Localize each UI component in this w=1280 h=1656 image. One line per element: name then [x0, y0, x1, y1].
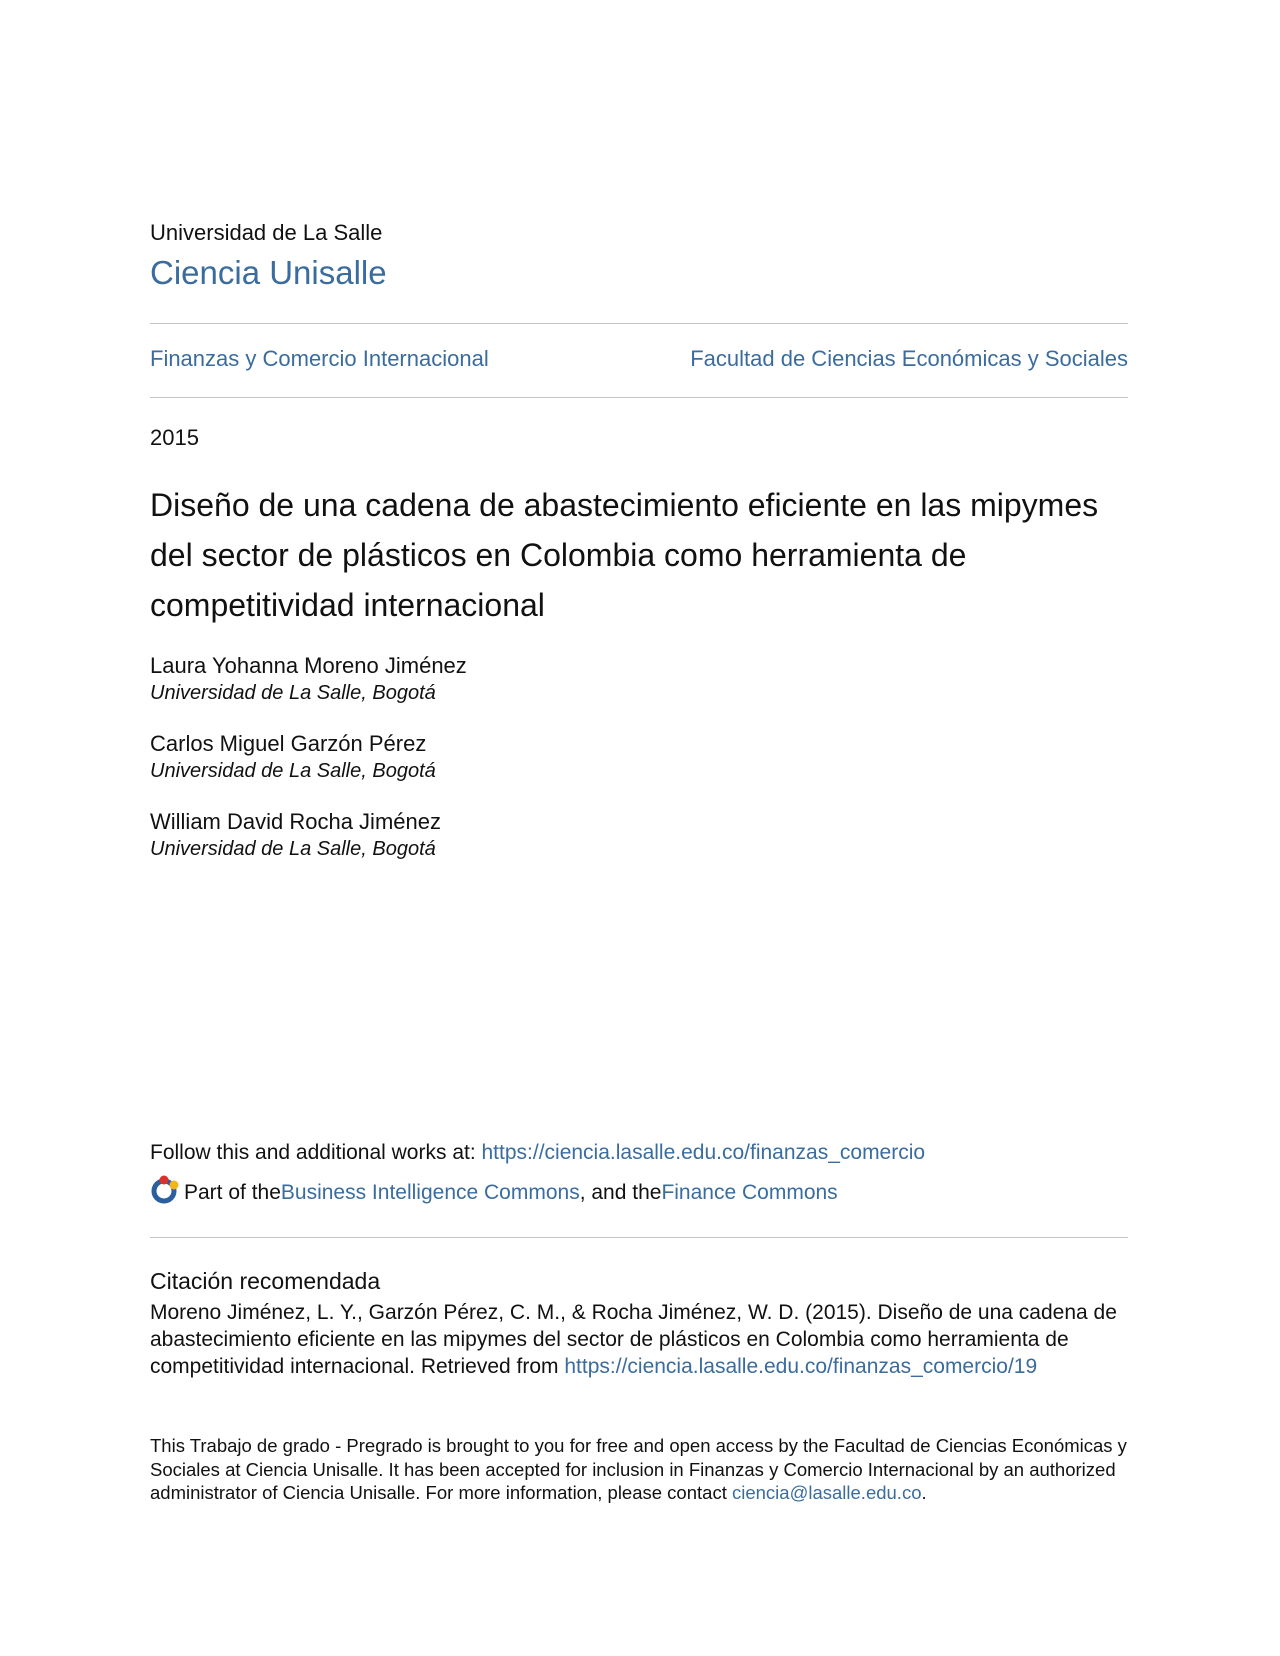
- notice-suffix: .: [921, 1482, 927, 1503]
- citation-url-link[interactable]: https://ciencia.lasalle.edu.co/finanzas_comercio/19: [564, 1355, 1038, 1378]
- author-entry: [150, 652, 1128, 730]
- author-list: [150, 652, 1128, 886]
- cover-page: [150, 0, 1128, 1656]
- access-notice: [150, 1434, 1128, 1505]
- citation-heading: Citación recomendada: [150, 1268, 381, 1294]
- author-name: Carlos Miguel Garzón Pérez: [150, 731, 427, 756]
- institution-name: Universidad de La Salle: [150, 220, 383, 245]
- author-name: William David Rocha Jiménez: [150, 809, 441, 834]
- business-intelligence-commons-link[interactable]: Business Intelligence Commons: [280, 1181, 580, 1204]
- publication-year: 2015: [150, 425, 199, 450]
- citation-text: [150, 1299, 1128, 1380]
- author-entry: [150, 808, 1128, 886]
- author-entry: [150, 730, 1128, 808]
- document-title: Diseño de una cadena de abastecimiento eficiente en las mipymes del sector de plásticos en Colombia como herramienta de competitividad internacional: [150, 487, 1099, 623]
- author-affiliation: Universidad de La Salle, Bogotá: [150, 838, 436, 860]
- follow-url-link[interactable]: https://ciencia.lasalle.edu.co/finanzas_comercio: [481, 1141, 926, 1164]
- finance-commons-link[interactable]: Finance Commons: [661, 1181, 838, 1204]
- citation-body-text: Moreno Jiménez, L. Y., Garzón Pérez, C. M., & Rocha Jiménez, W. D. (2015). Diseño de una cadena de abastecimiento eficiente en las mipymes del sector de plásticos en Colombia como herramienta de competitividad internacional. Retrieved from: [150, 1301, 1117, 1378]
- divider-bottom: [150, 1237, 1128, 1238]
- network-icon: [150, 1174, 180, 1204]
- divider-middle: [150, 397, 1128, 398]
- faculty-link[interactable]: Facultad de Ciencias Económicas y Sociales: [690, 346, 1128, 371]
- follow-label: Follow this and additional works at:: [150, 1141, 482, 1164]
- repository-link[interactable]: Ciencia Unisalle: [150, 254, 387, 291]
- author-affiliation: Universidad de La Salle, Bogotá: [150, 760, 436, 782]
- collection-row: [150, 346, 1128, 372]
- notice-text: This Trabajo de grado - Pregrado is brought to you for free and open access by the Facultad de Ciencias Económicas y Sociales at Ciencia Unisalle. It has been accepted for inclusion in Finanzas y Comercio Internacional by an authorized administrator of Ciencia Unisalle. For more information, please contact: [150, 1435, 1127, 1503]
- divider-top: [150, 323, 1128, 324]
- part-of-middle: , and the: [579, 1181, 662, 1204]
- author-affiliation: Universidad de La Salle, Bogotá: [150, 682, 436, 704]
- contact-email-link[interactable]: ciencia@lasalle.edu.co: [731, 1482, 922, 1503]
- part-of-prefix: Part of the: [184, 1181, 281, 1204]
- author-name: Laura Yohanna Moreno Jiménez: [150, 653, 467, 678]
- part-of-line: [150, 1178, 838, 1208]
- follow-line: [150, 1141, 925, 1165]
- collection-link[interactable]: Finanzas y Comercio Internacional: [150, 346, 489, 371]
